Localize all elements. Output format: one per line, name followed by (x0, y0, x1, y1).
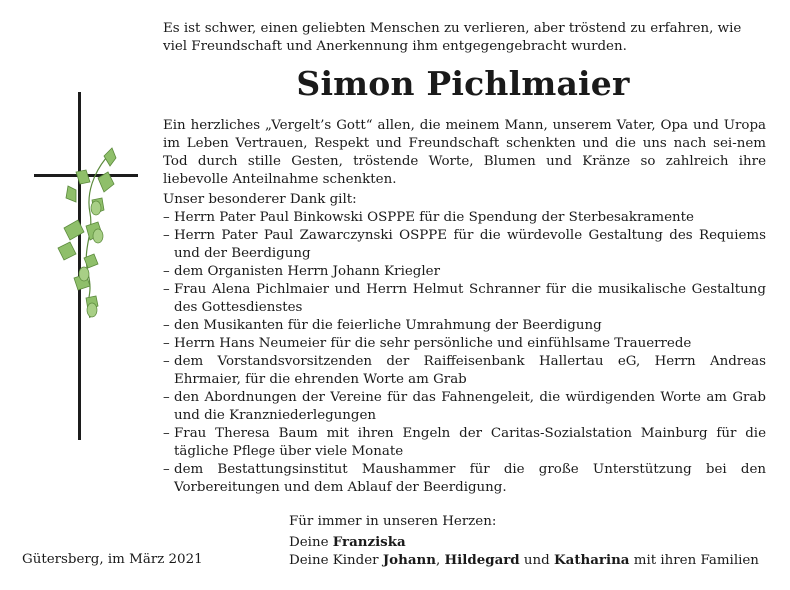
signature-children: Deine Kinder Johann, Hildegard und Katharina mit ihren Familien (289, 552, 759, 568)
list-item: – Frau Theresa Baum mit ihren Engeln der Caritas-Sozialstation Mainburg für die tägliche Pflege über viele Monate (163, 426, 766, 459)
special-thanks-heading: Unser besonderer Dank gilt: (163, 192, 357, 207)
wife-name: Franziska (332, 534, 406, 550)
cross-with-hops-icon (24, 78, 142, 444)
signature-wife: Deine Franziska (289, 534, 406, 550)
list-item: – Frau Alena Pichlmaier und Herrn Helmut Schranner für die musikalische Gestaltung des Gottesdienstes (163, 282, 766, 315)
intro-text: Es ist schwer, einen geliebten Menschen zu verlieren, aber tröstend zu erfahren, wie viel Freundschaft und Anerkennung ihm entgegengebracht wurden. (163, 21, 742, 54)
list-item: – dem Organisten Herrn Johann Kriegler (163, 264, 440, 279)
list-item: – Herrn Hans Neumeier für die sehr persönliche und einfühlsame Trauerrede (163, 336, 692, 351)
list-item: – dem Vorstandsvorsitzenden der Raiffeisenbank Hallertau eG, Herrn Andreas Ehrmaier, für die ehrenden Worte am Grab (163, 354, 766, 387)
child-name: Hildegard (444, 552, 520, 568)
list-item: – Herrn Pater Paul Binkowski OSPPE für die Spendung der Sterbesakramente (163, 210, 694, 225)
list-item: – Herrn Pater Paul Zawarczynski OSPPE für die würdevolle Gestaltung des Requiems und der Beerdigung (163, 228, 766, 261)
list-item: – den Abordnungen der Vereine für das Fahnengeleit, die würdigenden Worte am Grab und die Kranzniederlegungen (163, 390, 766, 423)
list-item: – den Musikanten für die feierliche Umrahmung der Beerdigung (163, 318, 602, 333)
closing-line: Für immer in unseren Herzen: (289, 514, 497, 529)
thanks-paragraph: Ein herzliches „Vergelt’s Gott“ allen, die meinem Mann, unserem Vater, Opa und Uropa im Leben Vertrauen, Respekt und Freundschaft schenkten und die uns nach sei-nem Tod durch stille Gesten, tröstende Worte, Blumen und Kränze so zahlreich ihre liebevolle Anteilnahme schenkten. (163, 118, 766, 187)
deceased-name: Simon Pichlmaier (296, 64, 630, 103)
list-item: – dem Bestattungsinstitut Maushammer für die große Unterstützung bei den Vorbereitungen und dem Ablauf der Beerdigung. (163, 462, 766, 495)
place-date: Gütersberg, im März 2021 (22, 552, 203, 567)
child-name: Johann (382, 552, 436, 568)
child-name: Katharina (554, 552, 630, 568)
thanks-list (163, 209, 766, 497)
